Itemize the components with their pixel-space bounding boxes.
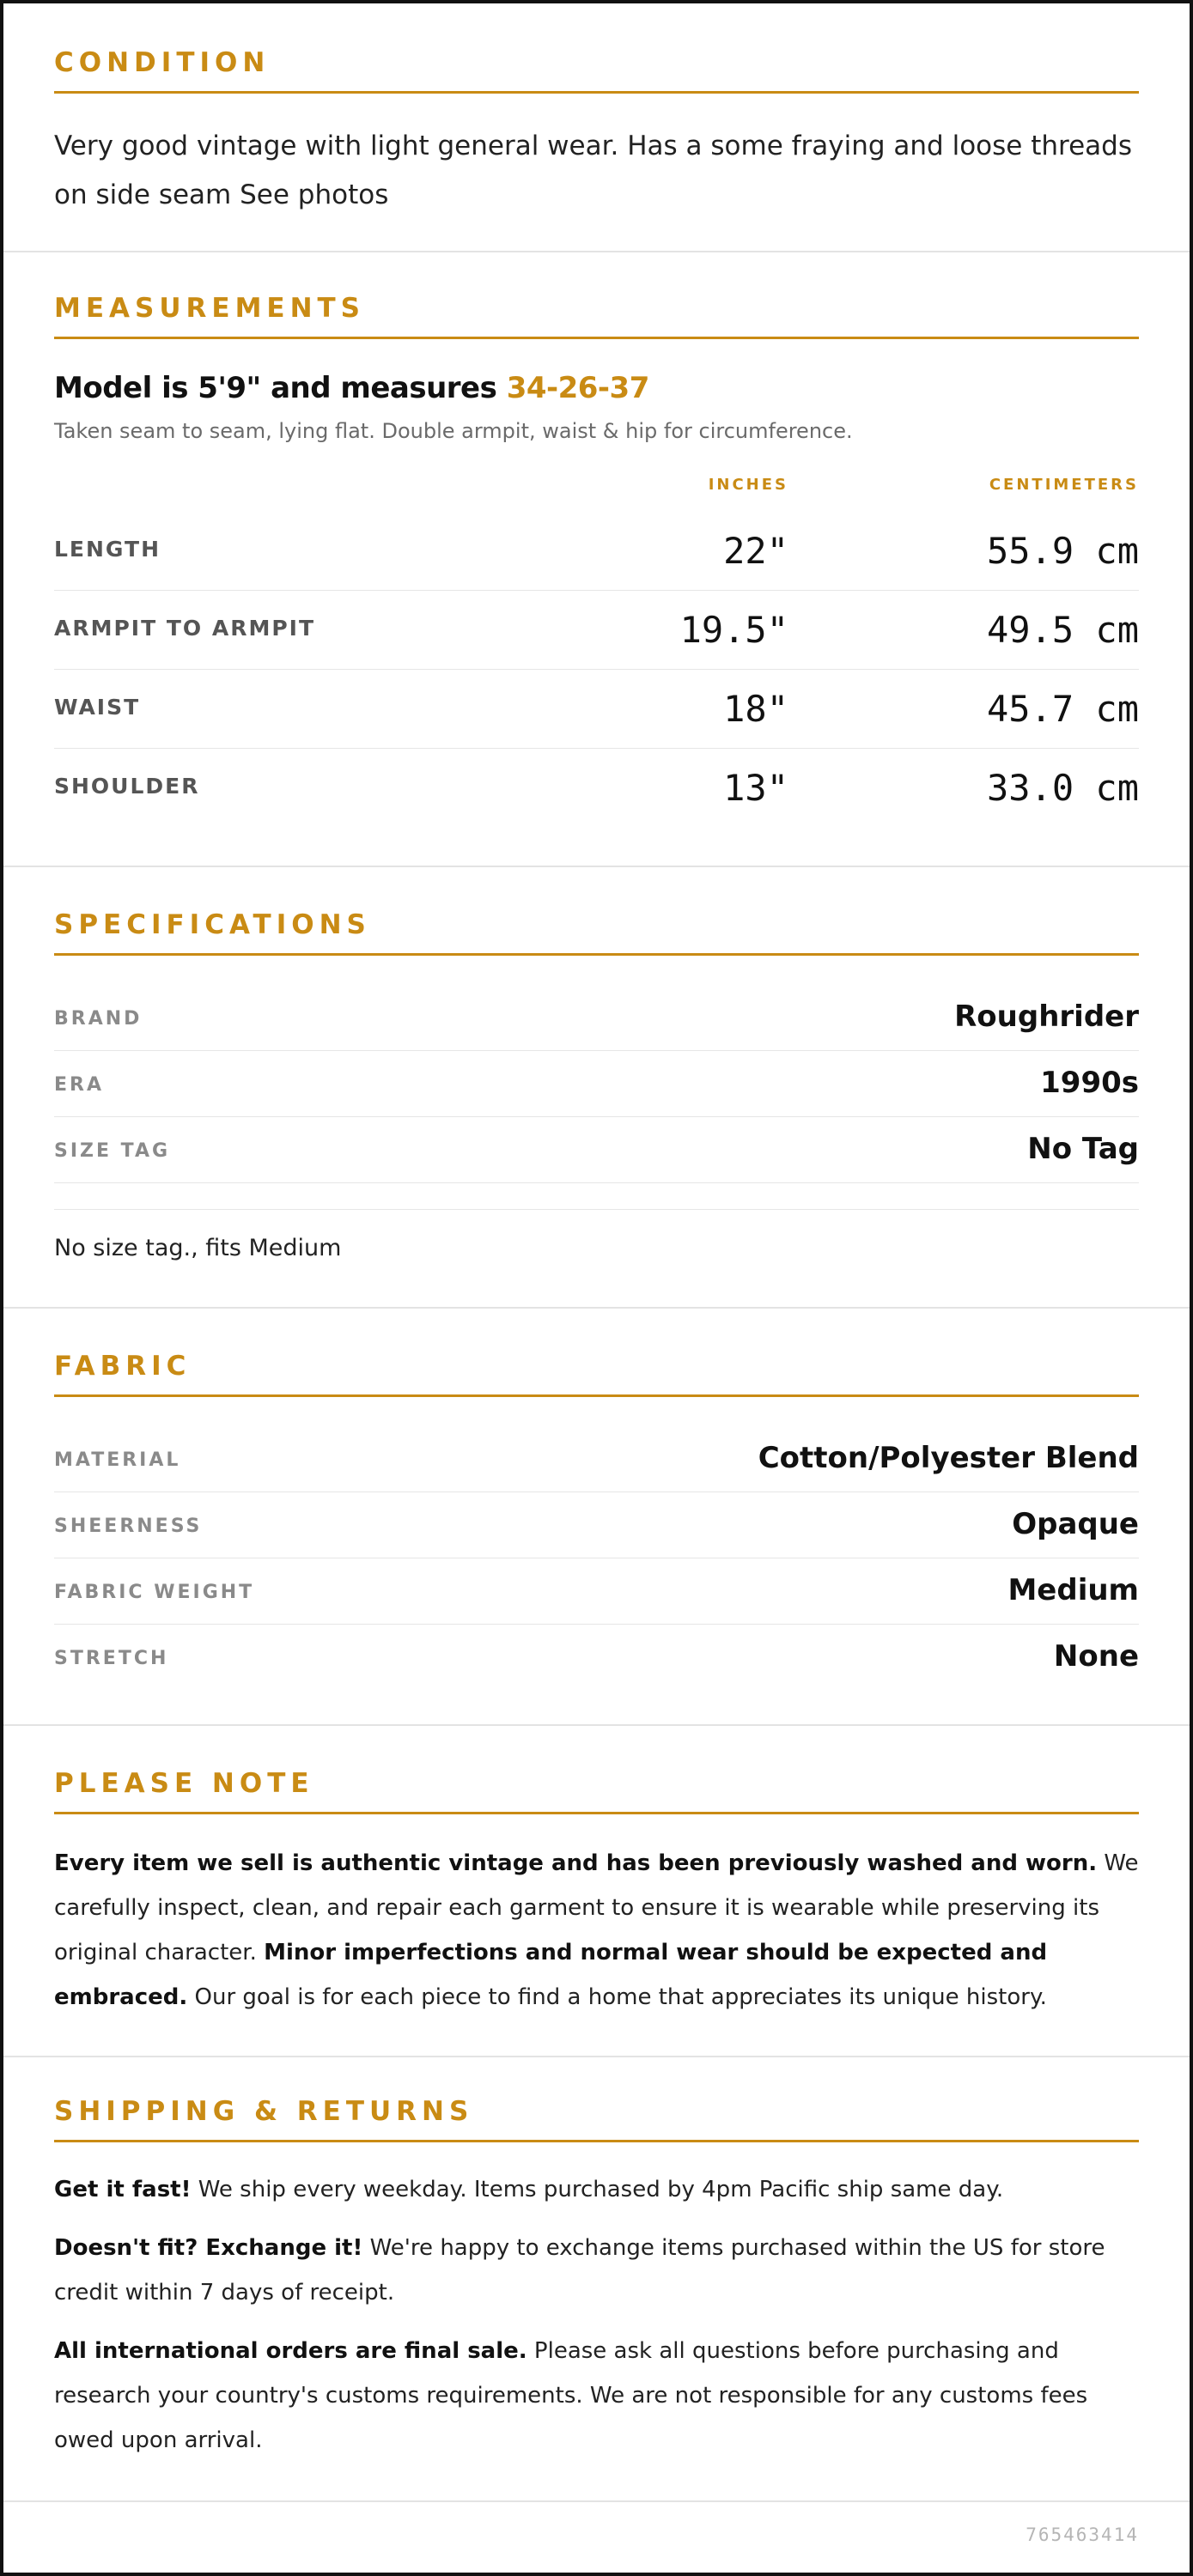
item-id: 765463414: [1026, 2524, 1139, 2545]
measurement-cm: 55.9 cm: [986, 530, 1139, 572]
measurement-row-armpit: [54, 590, 1139, 670]
fabric-value: None: [1053, 1639, 1139, 1674]
shipping-text: We ship every weekday. Items purchased by 4pm Pacific ship same day.: [191, 2177, 1004, 2202]
model-figures: 34-26-37: [506, 371, 649, 405]
centimeters-column-header: CENTIMETERS: [989, 476, 1139, 494]
spec-row-brand: [54, 984, 1139, 1051]
condition-section: [3, 3, 1190, 252]
fabric-label: FABRIC WEIGHT: [54, 1582, 255, 1603]
measurement-label: ARMPIT TO ARMPIT: [54, 616, 316, 641]
measurement-cm: 49.5 cm: [986, 609, 1139, 651]
please-note-section: [3, 1726, 1190, 2057]
measurement-note: Taken seam to seam, lying flat. Double armpit, waist & hip for circumference.: [54, 419, 853, 443]
fabric-value: Cotton/Polyester Blend: [758, 1441, 1139, 1475]
spec-label: ERA: [54, 1074, 104, 1096]
measurement-row-waist: [54, 669, 1139, 749]
fabric-value: Opaque: [1012, 1507, 1139, 1541]
spec-value: Roughrider: [954, 999, 1139, 1034]
inches-column-header: INCHES: [708, 476, 788, 494]
specifications-section: [3, 867, 1190, 1309]
shipping-text: We're happy to exchange items purchased within the US for store credit within 7 days of receipt.: [54, 2235, 1105, 2306]
spec-value: 1990s: [1040, 1066, 1139, 1100]
fabric-heading: FABRIC: [54, 1350, 1139, 1397]
note-emphasis: Minor imperfections and normal wear should be expected and embraced.: [54, 1940, 1048, 2010]
divider: [54, 1209, 1139, 1210]
shipping-heading: SHIPPING & RETURNS: [54, 2095, 1139, 2142]
fabric-row-weight: [54, 1558, 1139, 1625]
please-note-text: [54, 1841, 1139, 2020]
shipping-emphasis: Doesn't fit? Exchange it!: [54, 2235, 363, 2261]
note-emphasis: Every item we sell is authentic vintage and has been previously washed and worn.: [54, 1850, 1098, 1876]
fabric-label: STRETCH: [54, 1648, 169, 1669]
note-text: We carefully inspect, clean, and repair each garment to ensure it is wearable while preserving its original character.: [54, 1850, 1139, 1965]
model-line: [54, 371, 649, 405]
shipping-emphasis: All international orders are final sale.: [54, 2338, 527, 2364]
model-prefix: Model is 5'9" and measures: [54, 371, 507, 405]
measurement-cm: 45.7 cm: [986, 688, 1139, 730]
shipping-text: Please ask all questions before purchasing and research your country's customs requirements. We are not responsible for any customs fees owed upon arrival.: [54, 2338, 1088, 2453]
measurement-label: WAIST: [54, 695, 141, 720]
condition-text: Very good vintage with light general wear. Has a some fraying and loose threads on side seam See photos: [54, 131, 1132, 210]
spec-label: SIZE TAG: [54, 1140, 171, 1162]
spec-label: BRAND: [54, 1008, 143, 1030]
measurement-label: LENGTH: [54, 537, 161, 562]
please-note-heading: PLEASE NOTE: [54, 1767, 1139, 1814]
measurement-inches: 19.5": [679, 609, 788, 651]
measurement-label: SHOULDER: [54, 774, 200, 799]
shipping-section: [3, 2057, 1190, 2502]
fabric-row-stretch: [54, 1624, 1139, 1690]
measurement-inches: 22": [723, 530, 788, 572]
measurement-cm: 33.0 cm: [986, 767, 1139, 809]
fabric-value: Medium: [1007, 1573, 1139, 1607]
note-text: Our goal is for each piece to find a home that appreciates its unique history.: [187, 1984, 1047, 2010]
specifications-heading: SPECIFICATIONS: [54, 908, 1139, 956]
fabric-label: MATERIAL: [54, 1449, 181, 1471]
fabric-section: [3, 1309, 1190, 1726]
fabric-row-sheerness: [54, 1492, 1139, 1558]
condition-heading: CONDITION: [54, 46, 1139, 94]
shipping-paragraph-2: [54, 2226, 1139, 2315]
shipping-paragraph-3: [54, 2329, 1139, 2463]
measurements-heading: MEASUREMENTS: [54, 292, 1139, 339]
measurement-inches: 13": [723, 767, 788, 809]
shipping-emphasis: Get it fast!: [54, 2177, 192, 2202]
shipping-paragraph-1: [54, 2167, 1139, 2212]
measurement-row-length: [54, 511, 1139, 591]
measurements-section: [3, 252, 1190, 867]
spec-value: No Tag: [1027, 1132, 1139, 1166]
measurement-inches: 18": [723, 688, 788, 730]
fabric-label: SHEERNESS: [54, 1516, 203, 1537]
spec-row-era: [54, 1050, 1139, 1117]
measurement-row-shoulder: [54, 748, 1139, 827]
spec-row-size-tag: [54, 1116, 1139, 1183]
fabric-row-material: [54, 1425, 1139, 1492]
size-note: No size tag., fits Medium: [54, 1235, 342, 1261]
